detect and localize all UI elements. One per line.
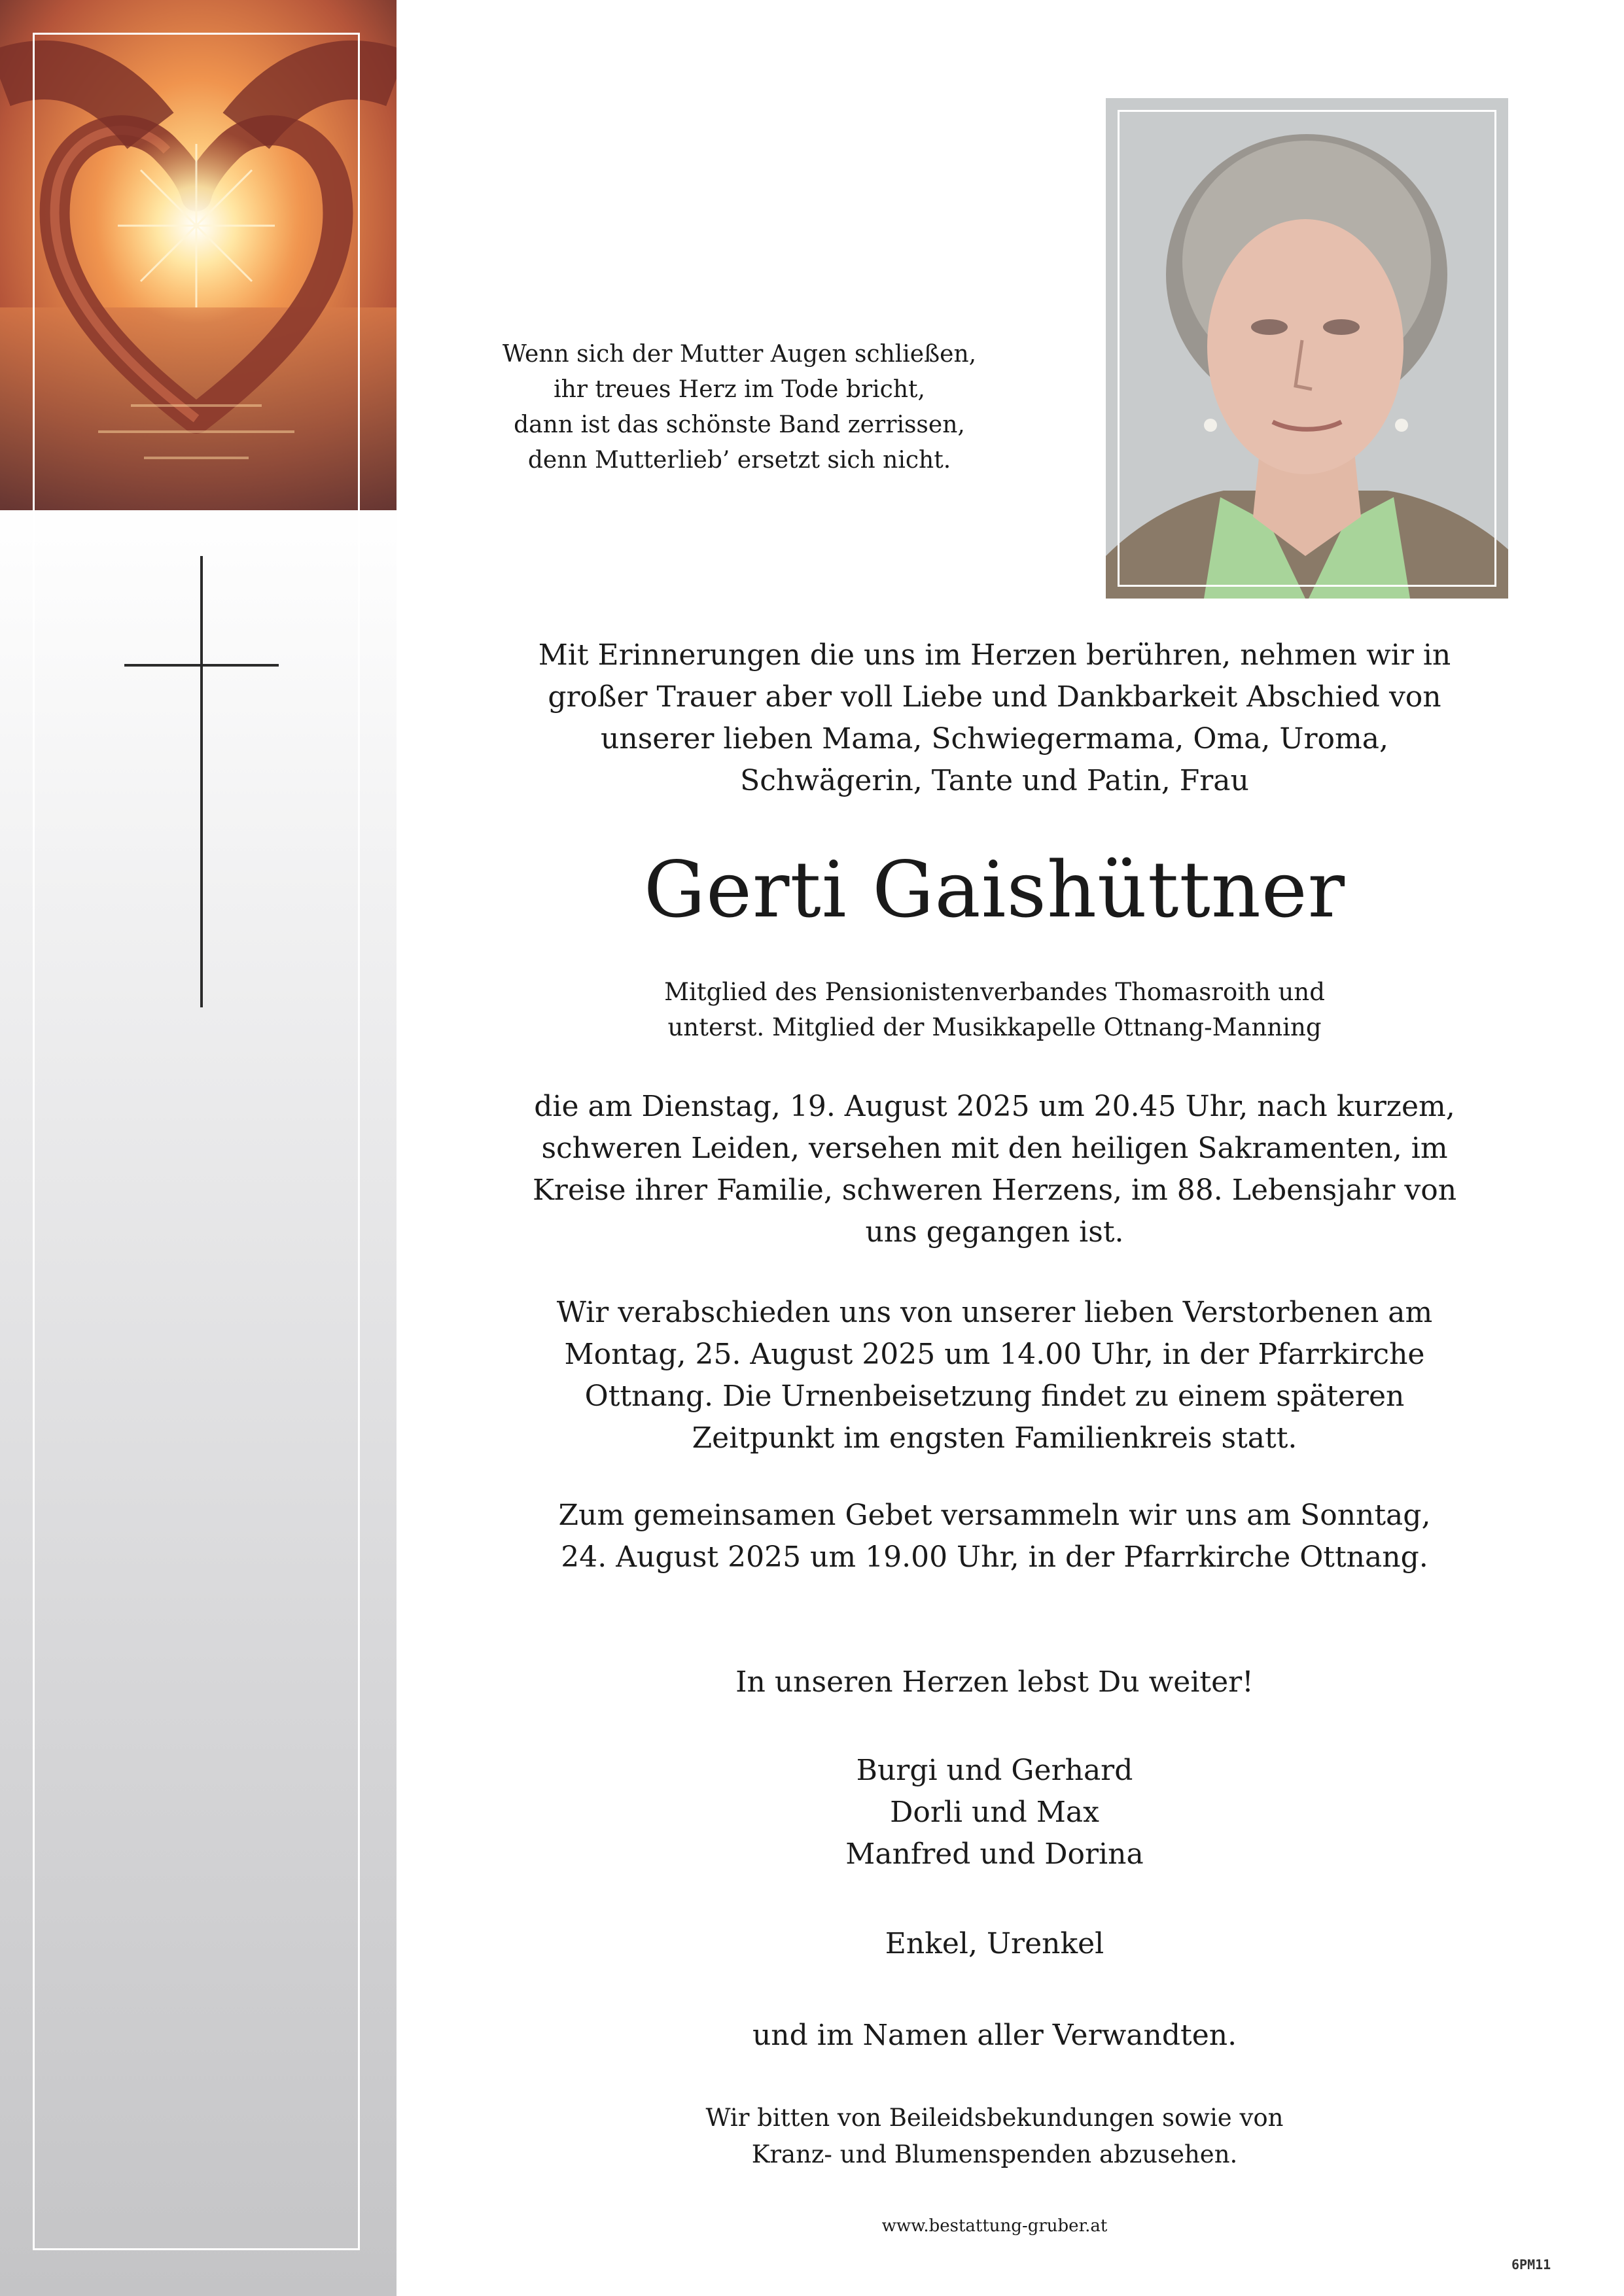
membership-line: unterst. Mitglied der Musikkapelle Ottnang-Manning xyxy=(667,1013,1322,1041)
grandchildren-text: Enkel, Urenkel xyxy=(885,1927,1104,1960)
membership-line: Mitglied des Pensionistenverbandes Thomasroith und xyxy=(664,978,1325,1006)
poem xyxy=(458,337,1021,478)
poem-line: ihr treues Herz im Tode bricht, xyxy=(554,376,925,403)
intro-line: Mit Erinnerungen die uns im Herzen berühren, nehmen wir in xyxy=(538,638,1451,672)
print-code: 6PM11 xyxy=(1511,2257,1551,2272)
closing-line-text: In unseren Herzen lebst Du weiter! xyxy=(735,1665,1254,1699)
cross-icon xyxy=(124,556,281,1007)
farewell-notice xyxy=(497,1292,1492,1459)
poem-line: Wenn sich der Mutter Augen schließen, xyxy=(502,341,977,368)
intro-line: unserer lieben Mama, Schwiegermama, Oma, Uroma, xyxy=(601,722,1388,756)
family-member: Dorli und Max xyxy=(890,1796,1099,1829)
prayer-line: Zum gemeinsamen Gebet versammeln wir uns am Sonntag, xyxy=(558,1499,1431,1532)
portrait-photo xyxy=(1106,98,1508,599)
condolence-request xyxy=(497,2100,1492,2173)
website-link[interactable]: www.bestattung-gruber.at xyxy=(881,2216,1108,2236)
relatives xyxy=(497,2015,1492,2057)
poem-line: denn Mutterlieb’ ersetzt sich nicht. xyxy=(527,447,951,474)
membership-text xyxy=(497,975,1492,1045)
death-notice-line: Kreise ihrer Familie, schweren Herzens, im 88. Lebensjahr von xyxy=(532,1174,1457,1207)
intro-line: großer Trauer aber voll Liebe und Dankbarkeit Abschied von xyxy=(548,680,1441,714)
condolence-line: Wir bitten von Beileidsbekundungen sowie von xyxy=(705,2104,1284,2132)
prayer-line: 24. August 2025 um 19.00 Uhr, in der Pfarrkirche Ottnang. xyxy=(561,1540,1428,1574)
intro-text xyxy=(497,635,1492,802)
condolence-line: Kranz- und Blumenspenden abzusehen. xyxy=(751,2140,1238,2168)
portrait-frame xyxy=(1118,110,1496,587)
farewell-line: Zeitpunkt im engsten Familienkreis statt. xyxy=(692,1421,1297,1455)
death-notice-line: uns gegangen ist. xyxy=(865,1215,1124,1249)
family-member: Burgi und Gerhard xyxy=(856,1754,1133,1787)
death-notice-line: die am Dienstag, 19. August 2025 um 20.45 Uhr, nach kurzem, xyxy=(534,1090,1455,1123)
family-member: Manfred und Dorina xyxy=(845,1837,1144,1871)
farewell-line: Montag, 25. August 2025 um 14.00 Uhr, in der Pfarrkirche xyxy=(564,1338,1425,1371)
family-list xyxy=(497,1750,1492,1875)
death-notice xyxy=(497,1086,1492,1253)
closing-line xyxy=(497,1661,1492,1703)
farewell-line: Wir verabschieden uns von unserer lieben Verstorbenen am xyxy=(556,1296,1433,1329)
death-notice-line: schweren Leiden, versehen mit den heiligen Sakramenten, im xyxy=(541,1132,1448,1165)
farewell-line: Ottnang. Die Urnenbeisetzung findet zu einem späteren xyxy=(584,1380,1405,1413)
deceased-name: Gerti Gaishüttner xyxy=(643,844,1346,935)
grandchildren xyxy=(497,1923,1492,1965)
poem-line: dann ist das schönste Band zerrissen, xyxy=(514,411,965,438)
relatives-text: und im Namen aller Verwandten. xyxy=(752,2019,1237,2052)
left-sidebar xyxy=(0,0,397,2296)
sidebar-frame xyxy=(33,33,360,2250)
prayer-notice xyxy=(497,1495,1492,1578)
intro-line: Schwägerin, Tante und Patin, Frau xyxy=(740,764,1249,797)
